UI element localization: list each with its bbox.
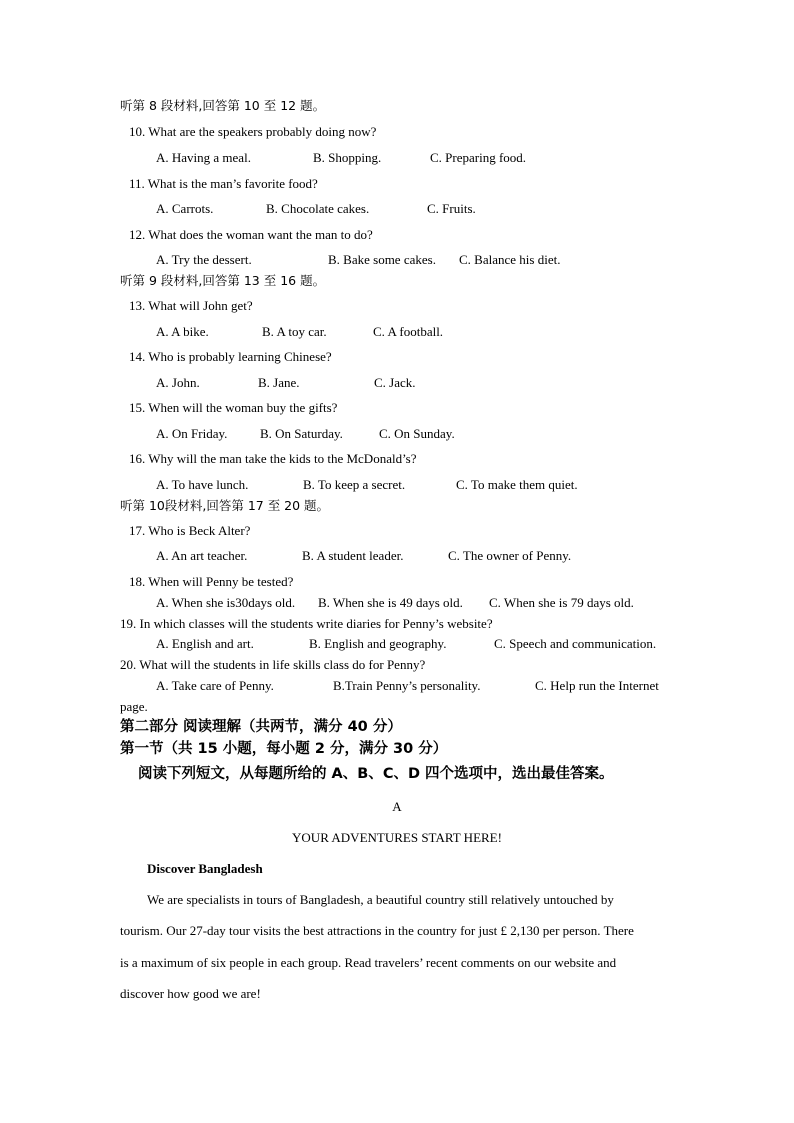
option-a: A. John.: [156, 375, 200, 390]
option-c: C. Jack.: [374, 375, 416, 390]
section-8-heading: 听第 8 段材料,回答第 10 至 12 题。: [120, 98, 326, 113]
option-a: A. To have lunch.: [156, 477, 249, 492]
option-a: A. An art teacher.: [156, 548, 248, 563]
option-a: A. Try the dessert.: [156, 252, 252, 267]
part-2-heading: 第二部分 阅读理解（共两节，满分 40 分）: [120, 719, 402, 735]
section-10-heading: 听第 10段材料,回答第 17 至 20 题。: [120, 498, 330, 513]
option-b: B. On Saturday.: [260, 426, 343, 441]
passage-subheading: Discover Bangladesh: [147, 861, 263, 876]
section-1-heading: 第一节（共 15 小题，每小题 2 分，满分 30 分）: [120, 741, 448, 757]
option-c: C. When she is 79 days old.: [489, 595, 634, 610]
question-12: 12. What does the woman want the man to do?: [129, 227, 373, 242]
passage-title: YOUR ADVENTURES START HERE!: [292, 830, 502, 845]
option-c: C. A football.: [373, 324, 444, 339]
option-b: B. To keep a secret.: [303, 477, 406, 492]
option-b: B.Train Penny’s personality.: [333, 678, 481, 693]
option-b: B. Bake some cakes.: [328, 252, 436, 267]
question-14: 14. Who is probably learning Chinese?: [129, 349, 332, 364]
question-20: 20. What will the students in life skills class do for Penny?: [120, 657, 426, 672]
option-b: B. Jane.: [258, 375, 300, 390]
passage-letter: A: [392, 799, 402, 814]
option-b: B. Shopping.: [313, 150, 382, 165]
option-c: C. The owner of Penny.: [448, 548, 572, 563]
option-c: C. Fruits.: [427, 201, 476, 216]
option-b: B. English and geography.: [309, 636, 447, 651]
paragraph-line: discover how good we are!: [120, 986, 261, 1001]
option-b: B. A toy car.: [262, 324, 327, 339]
question-19: 19. In which classes will the students write diaries for Penny’s website?: [120, 616, 493, 631]
option-a: A. Carrots.: [156, 201, 214, 216]
question-10: 10. What are the speakers probably doing now?: [129, 124, 377, 139]
option-c: C. Balance his diet.: [459, 252, 561, 267]
option-b: B. Chocolate cakes.: [266, 201, 370, 216]
question-15: 15. When will the woman buy the gifts?: [129, 400, 338, 415]
option-c: C. Speech and communication.: [494, 636, 657, 651]
paragraph-line: tourism. Our 27-day tour visits the best attractions in the country for just £ 2,130 per person. There: [120, 923, 634, 938]
section-9-heading: 听第 9 段材料,回答第 13 至 16 题。: [120, 273, 326, 288]
paragraph-line: We are specialists in tours of Bangladesh, a beautiful country still relatively untouched by: [147, 892, 614, 907]
option-c: C. Help run the Internet: [535, 678, 659, 693]
question-13: 13. What will John get?: [129, 298, 253, 313]
question-18: 18. When will Penny be tested?: [129, 574, 294, 589]
option-a: A. A bike.: [156, 324, 209, 339]
question-17: 17. Who is Beck Alter?: [129, 523, 251, 538]
option-c: C. To make them quiet.: [456, 477, 578, 492]
option-a: A. On Friday.: [156, 426, 228, 441]
option-c: C. Preparing food.: [430, 150, 527, 165]
reading-instruction: 阅读下列短文，从每题所给的 A、B、C、D 四个选项中，选出最佳答案。: [138, 766, 614, 782]
option-b: B. When she is 49 days old.: [318, 595, 463, 610]
option-a: A. Take care of Penny.: [156, 678, 274, 693]
question-11: 11. What is the man’s favorite food?: [129, 176, 318, 191]
option-a: A. English and art.: [156, 636, 254, 651]
option-c: C. On Sunday.: [379, 426, 455, 441]
question-20-option-c-continuation: page.: [120, 699, 148, 714]
option-a: A. Having a meal.: [156, 150, 251, 165]
question-16: 16. Why will the man take the kids to the McDonald’s?: [129, 451, 417, 466]
option-b: B. A student leader.: [302, 548, 404, 563]
option-a: A. When she is30days old.: [156, 595, 296, 610]
paragraph-line: is a maximum of six people in each group. Read travelers’ recent comments on our website and: [120, 955, 617, 970]
